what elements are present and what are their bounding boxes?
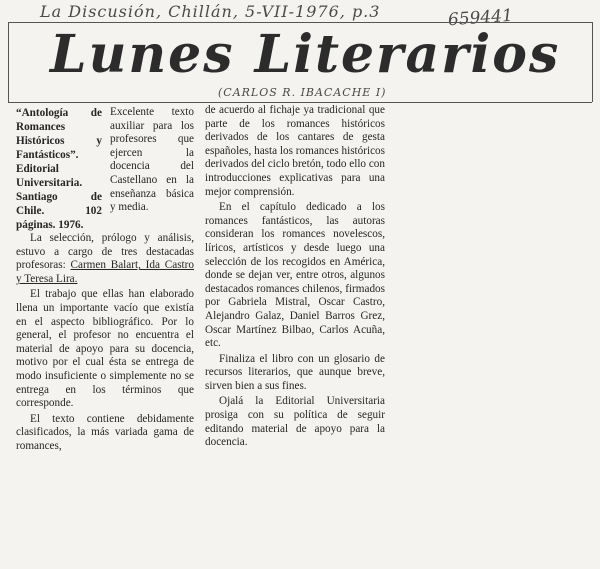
author-names: Carmen Balart, Ida Castro y Teresa Lira. [16,259,194,285]
right-rule [592,22,593,102]
selection-text: La selección, prólogo y análisis, estuvo a cargo de tres destacadas profesoras: [16,232,194,272]
selection-paragraph [16,232,194,286]
article-column-2 [205,104,385,450]
intro-paragraph: Excelente texto auxiliar para los profesores que ejercen la docencia del Castellano en la enseñanza básica y media. [110,106,194,214]
article-column-1 [16,104,194,454]
fantastic-romances-paragraph: En el capítulo dedicado a los romances fantásticos, las autoras consideran los romances novelescos, líricos, artísticos y desde luego una selección de los recogidos en América, donde se dejan ver, entre otros, algunos destacados romances chilenos, firmados por Gabriela Mistral, Oscar Castro, Alejandro Galaz, Daniel Barros Grez, Oscar Martínez Bilbao, Carlos Acuña, etc. [205,201,385,350]
glossary-paragraph: Finaliza el libro con un glosario de recursos literarios, que aunque breve, sirven bien a sus fines. [205,352,385,392]
handwritten-source-note: La Discusión, Chillán, 5-VII-1976, p.3 [40,2,381,21]
handwritten-author-note: (CARLOS R. IBACACHE I) [218,86,387,99]
headline: Lunes Literarios [50,24,561,85]
header-bottom-rule [8,102,592,103]
intro-block [16,106,194,232]
content-paragraph: El texto contiene debidamente clasificados, la más variada gama de romances, [16,412,194,452]
left-rule [8,22,9,102]
work-paragraph: El trabajo que ellas han elaborado llena un importante vacío que existía en el aspecto bibliográfico. Por lo general, el profesor no encuentra el material de apoyo para su docencia, motivo por el cual ésta se entrega de modo insuficiente o simplemente no se entrega en los términos que corresponde. [16,288,194,410]
closing-paragraph: Ojalá la Editorial Universitaria prosiga con su política de seguir editando material de apoyo para la docencia. [205,395,385,449]
book-reference: “Antología de Romances Históricos y Fantásticos”. Editorial Universitaria. Santiago de Chile. 102 páginas. 1976. [16,107,102,231]
top-rule [8,22,592,23]
classification-paragraph: de acuerdo al fichaje ya tradicional que parte de los romances históricos derivados de los cantares de gesta españoles, hasta los romances históricos derivados del ciclo bretón, todo ello con introducciones explicativas para una mejor comprensión. [205,104,385,198]
handwritten-catalog-number: 659441 [447,5,514,31]
